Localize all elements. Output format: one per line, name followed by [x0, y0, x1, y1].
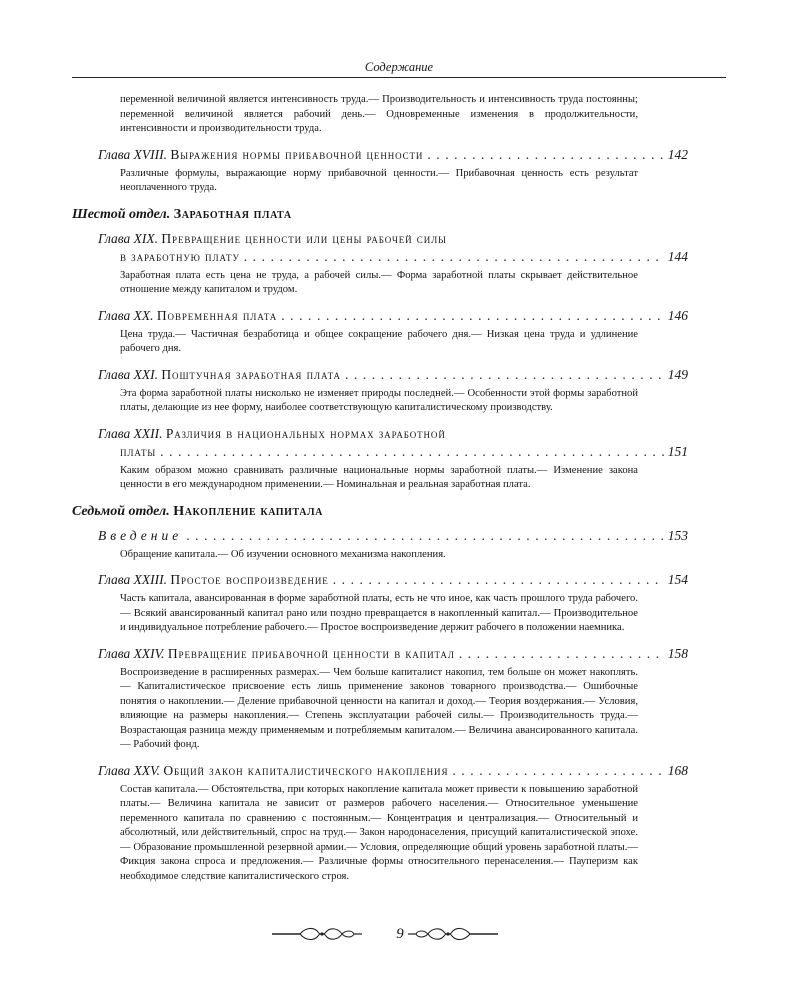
toc-entry-chapter-19[interactable]: [0, 230, 800, 298]
toc-entry-chapter-18[interactable]: [0, 146, 800, 196]
dot-leader: [452, 762, 663, 780]
chapter-title-line2: платы: [120, 443, 157, 459]
toc-entry-chapter-20[interactable]: [0, 307, 800, 357]
chapter-label: Глава XXIV.: [98, 645, 165, 661]
chapter-description: Каким образом можно сравнивать различные национальные нормы заработной платы.— Изменение закона ценности в его международном применении.— Номинальная и реальная заработная плата.: [120, 464, 638, 490]
chapter-description: Цена труда.— Частичная безработица и общее сокращение рабочего дня.— Низкая цена труда и удлинение рабочего дня.: [120, 328, 638, 354]
chapter-title: Простое воспроизведение: [170, 572, 329, 587]
section-label: Шестой отдел.: [72, 206, 171, 222]
chapter-title: Повременная плата: [156, 307, 278, 323]
toc-entry-chapter-24[interactable]: [0, 645, 800, 753]
toc-entry-chapter-23[interactable]: [0, 571, 800, 636]
section-title: Заработная плата: [173, 206, 292, 222]
dot-leader: [459, 645, 664, 663]
table-of-contents: [0, 93, 800, 893]
page-number: 168: [667, 762, 688, 778]
toc-entry-chapter-21[interactable]: [0, 366, 800, 416]
running-head: Содержание: [364, 60, 434, 74]
chapter-label: Глава XXIII.: [98, 572, 168, 587]
page-number: 154: [667, 572, 688, 587]
section-heading-7[interactable]: [72, 503, 800, 521]
toc-entry-introduction[interactable]: [0, 527, 800, 563]
chapter-description: Часть капитала, авансированная в форме заработной платы, есть не что иное, как часть прошлого труда рабочего.— Всякий авансированный капитал рано или поздно превращается в накопленный капитал.— Производительное и индивидуальное потребление рабочего.— Простое воспроизведение держит рабочего в положении наемника.: [120, 593, 638, 633]
chapter-title-line2: в заработную плату: [120, 248, 240, 264]
dot-leader: [333, 571, 664, 589]
continued-description: переменной величиной является интенсивность труда.— Производительность и интенсивность труда постоянны; переменной величиной является рабочий день.— Одновременные изменения в продолжительности, интенсивности и производительности труда.: [120, 94, 638, 134]
chapter-title-line1: Различия в национальных нормах заработной: [165, 425, 446, 441]
section-heading-6[interactable]: [72, 206, 800, 224]
page-number: 151: [667, 443, 688, 459]
chapter-description: Состав капитала.— Обстоятельства, при которых накопление капитала может привести к повышению заработной платы.— Величина капитала не зависит от размеров рабочего населения.— Относительное уменьшение переменного капитала по сравнению с постоянным.— Концентрация и централизация.— Относительный и абсолютный, или действительный, спрос на труд.— Закон народонаселения, присущий капиталистической эпохе.— Образование промышленной резервной армии.— Условия, определяющие общий уровень заработной платы.— Фикция закона спроса и предложения.— Различные формы относительного перенаселения.— Пауперизм как необходимое следствие капиталистического строя.: [120, 783, 638, 882]
page-number-footer: 9: [396, 926, 404, 942]
page-number: 144: [667, 248, 688, 264]
right-ornament-icon: [408, 926, 498, 942]
chapter-label: Глава XVIII.: [98, 146, 168, 162]
dot-leader: [186, 527, 664, 545]
section-label: Седьмой отдел.: [72, 503, 170, 519]
dot-leader: [160, 443, 664, 461]
page-number: 146: [667, 307, 688, 323]
section-title: Накопление капитала: [173, 503, 323, 519]
chapter-label: Глава XXV.: [98, 762, 161, 778]
dot-leader: [345, 366, 664, 384]
page-number: 149: [667, 366, 688, 382]
chapter-label: Глава XXI.: [98, 366, 159, 382]
page-number: 153: [667, 527, 688, 543]
chapter-description: Различные формулы, выражающие норму прибавочной ценности.— Прибавочная ценность есть результат неоплаченного труда.: [120, 167, 638, 193]
dot-leader: [244, 248, 664, 266]
introduction-label: Введение: [98, 527, 183, 543]
header-rule: [72, 77, 726, 78]
chapter-title: Поштучная заработная плата: [161, 366, 341, 382]
chapter-description: Обращение капитала.— Об изучении основного механизма накопления.: [120, 548, 446, 560]
dot-leader: [281, 307, 664, 325]
dot-leader: [427, 146, 663, 164]
chapter-label: Глава XX.: [98, 307, 154, 323]
chapter-title-line1: Превращение ценности или цены рабочей силы: [161, 230, 447, 246]
toc-entry-chapter-25[interactable]: [0, 762, 800, 885]
toc-entry-chapter-22[interactable]: [0, 425, 800, 493]
chapter-label: Глава XIX.: [98, 230, 159, 246]
chapter-description: Заработная плата есть цена не труда, а рабочей силы.— Форма заработной платы скрывает действительное отношение между капиталом и трудом.: [120, 269, 638, 295]
page-footer: [0, 920, 800, 950]
chapter-title: Общий закон капиталистического накопления: [163, 762, 449, 778]
chapter-title: Выражения нормы прибавочной ценности: [170, 146, 424, 162]
chapter-title: Превращение прибавочной ценности в капитал: [167, 645, 455, 661]
page-number: 158: [667, 645, 688, 661]
chapter-label: Глава XXII.: [98, 425, 163, 441]
page-number: 142: [667, 146, 688, 162]
chapter-description: Воспроизведение в расширенных размерах.— Чем больше капиталист накопил, тем больше он может накоплять.— Капиталистическое присвоение есть лишь применение законов товарного производства.— Ошибочные понятия о накоплении.— Деление прибавочной ценности на капитал и доход.— Теория воздержания.— Условия, влияющие на размеры накопления.— Степень эксплуатации рабочей силы.— Производительность труда.— Возрастающая разница между применяемым и потребляемым капиталом.— Величина авансированного капитала.— Рабочий фонд.: [120, 666, 638, 750]
chapter-description: Эта форма заработной платы нисколько не изменяет природы последней.— Особенности этой формы заработной платы, делающие из нее форму, наиболее соответствующую капиталистическому производству.: [120, 387, 638, 413]
